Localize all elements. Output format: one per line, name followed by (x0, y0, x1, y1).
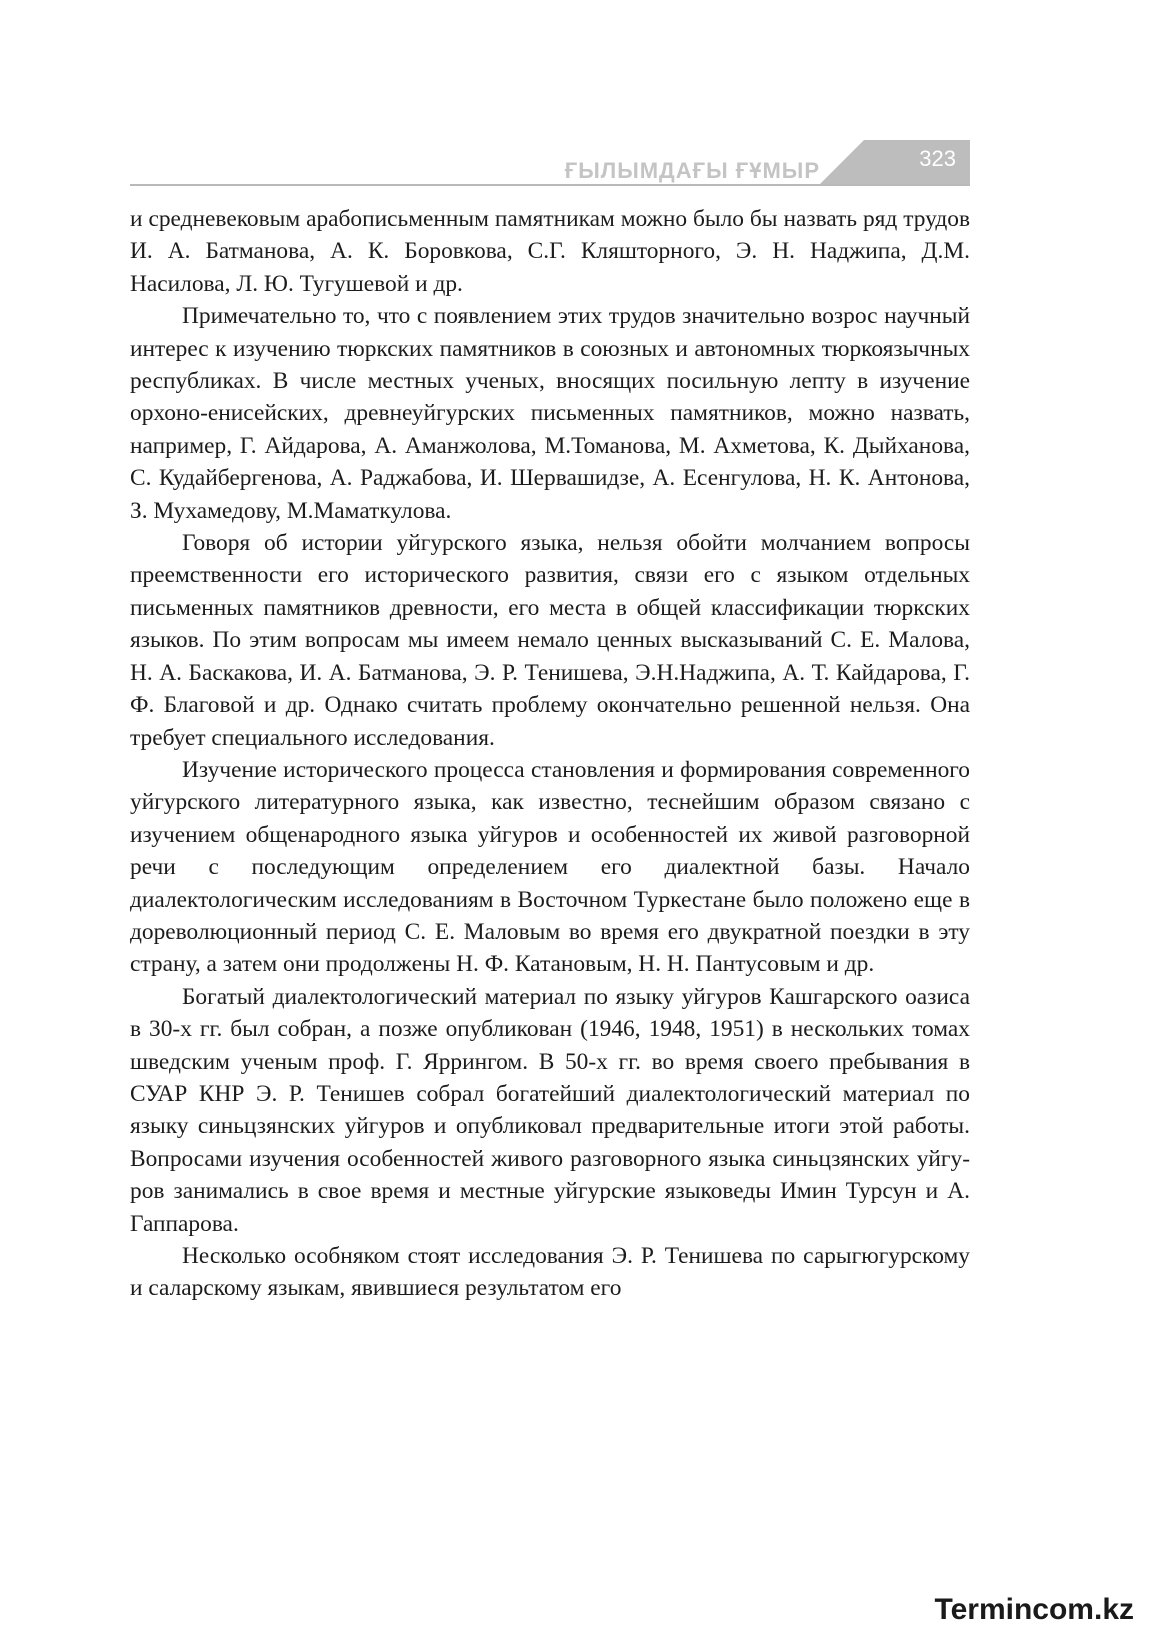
section-title: ҒЫЛЫМДАҒЫ ҒҰМЫР (564, 158, 820, 183)
paragraph-2: Примечательно то, что с появлением этих трудов значительно возрос научный интерес к изучению тюркских памятников в союзных и автономных тюркоязычных республиках. В числе местных ученых, вносящих посильную лепту в изучение орхоно-енисейских, древнеуйгурских письменных памятников, можно назвать, например, Г. Айдарова, А. Аманжолова, М.Томанова, М. Ахметова, К. Дыйханова, С. Кудайбергенова, А. Раджабова, И. Шервашидзе, А. Есенгулова, Н. К. Антонова, З. Мухамедову, М.Маматкулова. (130, 303, 970, 524)
paragraph-4: Изучение исторического процесса становления и формирования современного уйгурского литературного языка, как известно, теснейшим образом связано с изучением общенародного языка уйгуров и особенностей их живой разговорной речи с последующим определением его диалектной базы. Начало диалектологическим исследованиям в Восточном Туркестане было положено еще в дореволюционный период С. Е. Маловым во время его двукратной поездки в эту страну, а затем они продолжены Н. Ф. Катановым, Н. Н. Пантусовым и др. (130, 756, 970, 978)
paragraph-6: Несколько особняком стоят исследования Э. Р. Тенишева по сарыгюгурскому и саларскому языкам, явившиеся результатом его (130, 1243, 970, 1302)
page-number: 323 (919, 146, 956, 171)
header-rule (130, 184, 970, 186)
site-watermark: Termincom.kz (934, 1593, 1134, 1626)
page-number-tab (820, 140, 970, 184)
running-header (130, 140, 970, 190)
paragraph-5: Богатый диалектологический материал по языку уйгуров Кашгарского оазиса в 30-х гг. был собран, а позже опубликован (1946, 1948, 1951) в нескольких томах шведским ученым проф. Г. Яррингом. В 50-х гг. во время своего пребывания в СУАР КНР Э. Р. Тенишев собрал богатейший диалектологический материал по языку синьцзянских уйгуров и опубликовал предварительные итоги этой работы. Вопросами изучения особенностей живого разговорного языка синьцзянских уйгуров занимались в свое время и местные уйгурские языковеды Имин Турсун и А. Гаппарова. (130, 983, 970, 1237)
paragraph-1: и средневековым арабописьменным памятникам можно было бы назвать ряд трудов И. А. Батманова, А. К. Боровкова, С.Г. Кляшторного, Э. Н. Наджипа, Д.М. Насилова, Л. Ю. Тугушевой и др. (130, 206, 970, 297)
body-text (130, 203, 970, 1305)
paragraph-3: Говоря об истории уйгурского языка, нельзя обойти молчанием вопросы преемственности его исторического развития, связи его с языком отдельных письменных памятников древности, его места в общей классификации тюркских языков. По этим вопросам мы имеем немало ценных высказываний С. Е. Малова, Н. А. Баскакова, И. А. Батманова, Э. Р. Тенишева, Э.Н.Наджипа, А. Т. Кайдарова, Г. Ф. Благовой и др. Однако считать проблему окончательно решенной нельзя. Она требует специального исследования. (130, 530, 970, 751)
